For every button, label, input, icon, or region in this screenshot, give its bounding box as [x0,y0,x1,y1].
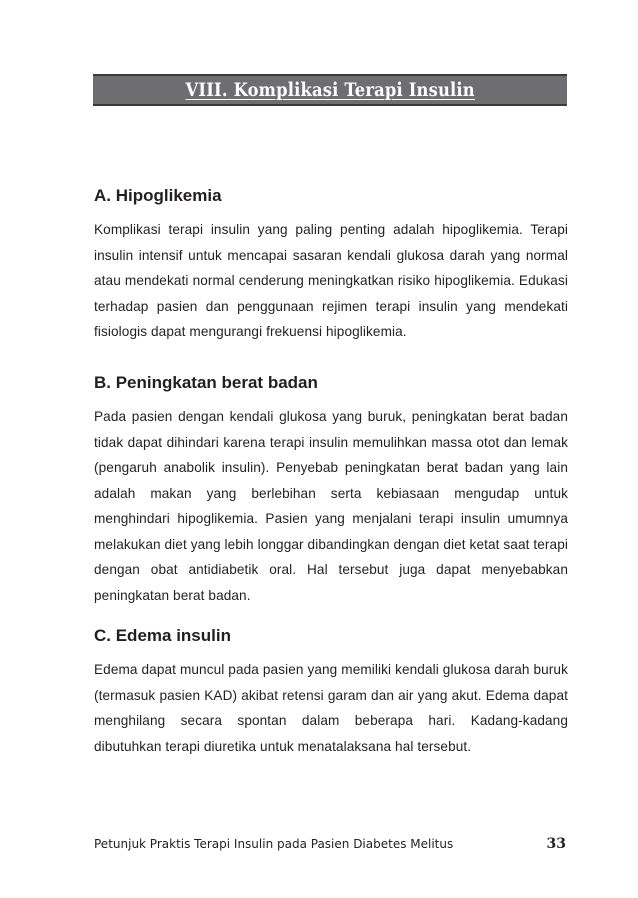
section-body: Pada pasien dengan kendali glukosa yang buruk, peningkatan berat badan tidak dapat dihindari karena terapi insulin memulihkan massa otot dan lemak (pengaruh anabolik insulin). Penyebab peningkatan berat badan yang lain adalah makan yang berlebihan serta kebiasaan mengudap untuk menghindari hipoglikemia. Pasien yang menjalani terapi insulin umumnya melakukan diet yang lebih longgar dibandingkan dengan diet ketat saat terapi dengan obat antidiabetik oral. Hal tersebut juga dapat menyebabkan peningkatan berat badan. [94,409,568,603]
section-body: Edema dapat muncul pada pasien yang memiliki kendali glukosa darah buruk (termasuk pasien KAD) akibat retensi garam dan air yang akut. Edema dapat menghilang secara spontan dalam beberapa hari. Kadang-kadang dibutuhkan terapi diuretika untuk menatalaksana hal tersebut. [94,662,568,754]
section-heading: B. Peningkatan berat badan [94,373,318,392]
section-heading: C. Edema insulin [94,626,231,645]
page-footer [94,836,568,852]
page-number: 33 [546,836,566,852]
chapter-title: VIII. Komplikasi Terapi Insulin [185,79,475,101]
section-edema-insulin [94,625,568,759]
section-hipoglikemia [94,185,568,345]
section-body: Komplikasi terapi insulin yang paling penting adalah hipoglikemia. Terapi insulin intensif untuk mencapai sasaran kendali glukosa darah yang normal atau mendekati normal cenderung meningkatkan risiko hipoglikemia. Edukasi terhadap pasien dan penggunaan rejimen terapi insulin yang mendekati fisiologis dapat mengurangi frekuensi hipoglikemia. [94,222,568,339]
section-peningkatan-berat-badan [94,372,568,608]
section-heading: A. Hipoglikemia [94,186,222,205]
footer-book-title: Petunjuk Praktis Terapi Insulin pada Pasien Diabetes Melitus [94,837,454,851]
chapter-banner [93,74,567,106]
